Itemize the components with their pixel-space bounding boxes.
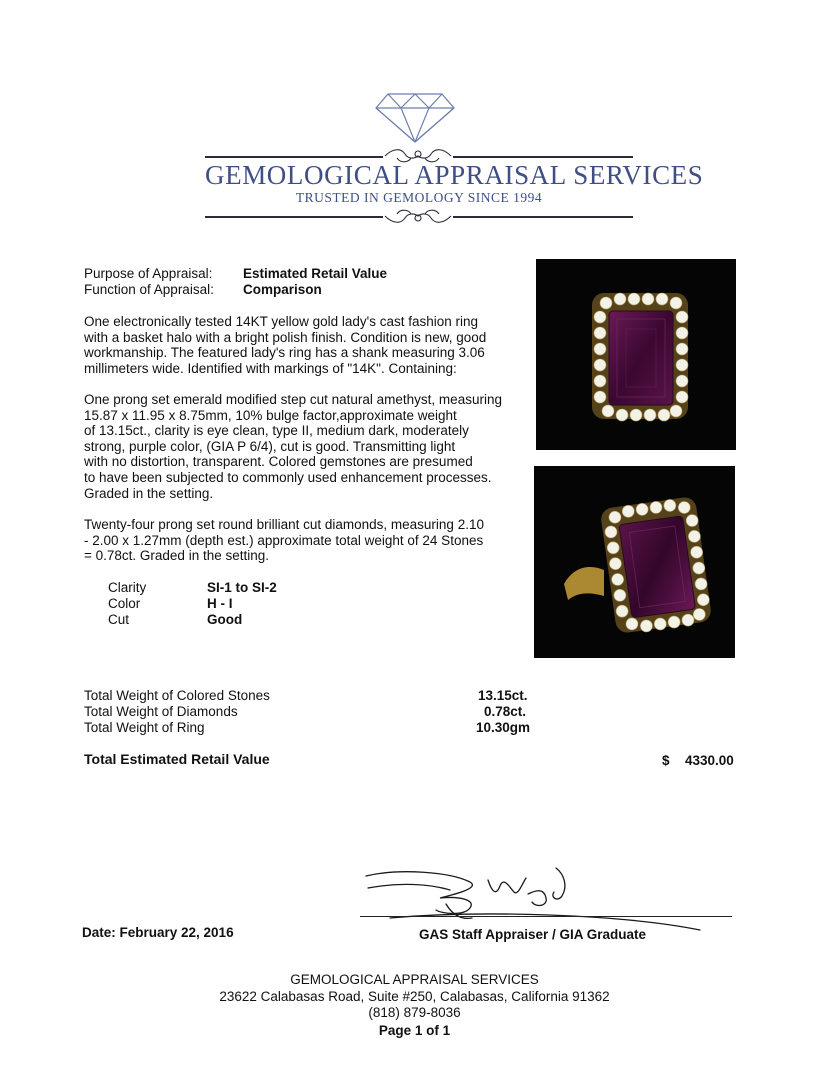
- gemstone-line: strong, purple color, (GIA P 6/4), cut is good. Transmitting light: [84, 438, 456, 454]
- description-line: millimeters wide. Identified with markings of "14K". Containing:: [84, 360, 457, 376]
- retail-currency: $: [662, 753, 670, 768]
- total-value-colored-stones: 13.15ct.: [478, 688, 528, 703]
- diamonds-description: [84, 517, 516, 564]
- function-label: Function of Appraisal:: [84, 282, 214, 297]
- purpose-label: Purpose of Appraisal:: [84, 266, 213, 281]
- gemstone-line: of 13.15ct., clarity is eye clean, type II, medium dark, moderately: [84, 423, 469, 439]
- header-rule-right: [453, 156, 633, 158]
- grade-label-cut: Cut: [108, 612, 130, 627]
- footer-company: GEMOLOGICAL APPRAISAL SERVICES: [290, 972, 539, 987]
- diamonds-line: = 0.78ct. Graded in the setting.: [84, 548, 269, 564]
- header-rule-bottom-left: [205, 216, 383, 218]
- retail-value-amount: 4330.00: [685, 753, 734, 768]
- gemstone-description: [84, 392, 516, 501]
- function-value: Comparison: [243, 282, 322, 297]
- total-label-ring: Total Weight of Ring: [84, 720, 205, 735]
- ring-photo-top: [536, 259, 736, 450]
- signature-line: [360, 916, 732, 917]
- gemstone-line: One prong set emerald modified step cut natural amethyst, measuring: [84, 392, 502, 407]
- gemstone-line: with no distortion, transparent. Colored gemstones are presumed: [84, 454, 473, 470]
- total-label-colored-stones: Total Weight of Colored Stones: [84, 688, 270, 703]
- grade-label-clarity: Clarity: [108, 580, 147, 595]
- header-rule-bottom-right: [453, 216, 633, 218]
- total-value-diamonds: 0.78ct.: [484, 704, 527, 719]
- grade-value-color: H - I: [207, 596, 233, 611]
- total-label-diamonds: Total Weight of Diamonds: [84, 704, 238, 719]
- ring-photo-bottom: [534, 466, 735, 658]
- company-tagline: TRUSTED IN GEMOLOGY SINCE 1994: [295, 190, 543, 205]
- signature-title: GAS Staff Appraiser / GIA Graduate: [419, 927, 647, 942]
- purpose-value: Estimated Retail Value: [243, 266, 388, 281]
- grade-label-color: Color: [108, 596, 141, 611]
- footer-phone: (818) 879-8036: [368, 1005, 461, 1020]
- grade-value-cut: Good: [207, 612, 243, 627]
- diamond-icon: [374, 90, 456, 149]
- gemstone-line: Graded in the setting.: [84, 485, 214, 501]
- total-value-ring: 10.30gm: [476, 720, 531, 735]
- diamonds-line: - 2.00 x 1.27mm (depth est.) approximate total weight of 24 Stones: [84, 532, 484, 548]
- gemstone-line: to have been subjected to commonly used enhancement processes.: [84, 469, 492, 485]
- grade-value-clarity: SI-1 to SI-2: [207, 580, 277, 595]
- company-title: GEMOLOGICAL APPRAISAL SERVICES: [205, 160, 704, 190]
- ring-description: [84, 314, 516, 376]
- diamonds-line: Twenty-four prong set round brilliant cut diamonds, measuring 2.10: [84, 517, 484, 532]
- description-line: with a basket halo with a bright polish finish. Condition is new, good: [84, 329, 487, 345]
- page-number: Page 1 of 1: [378, 1023, 451, 1038]
- description-line: One electronically tested 14KT yellow gold lady's cast fashion ring: [84, 314, 479, 329]
- ornament-icon: [383, 206, 453, 231]
- header-rule-left: [205, 156, 383, 158]
- appraisal-date: Date: February 22, 2016: [82, 925, 234, 940]
- description-line: workmanship. The featured lady's ring has a shank measuring 3.06: [84, 345, 485, 361]
- footer-address: 23622 Calabasas Road, Suite #250, Calabasas, California 91362: [219, 989, 610, 1004]
- retail-value-label: Total Estimated Retail Value: [84, 751, 270, 767]
- gemstone-line: 15.87 x 11.95 x 8.75mm, 10% bulge factor,approximate weight: [84, 407, 457, 423]
